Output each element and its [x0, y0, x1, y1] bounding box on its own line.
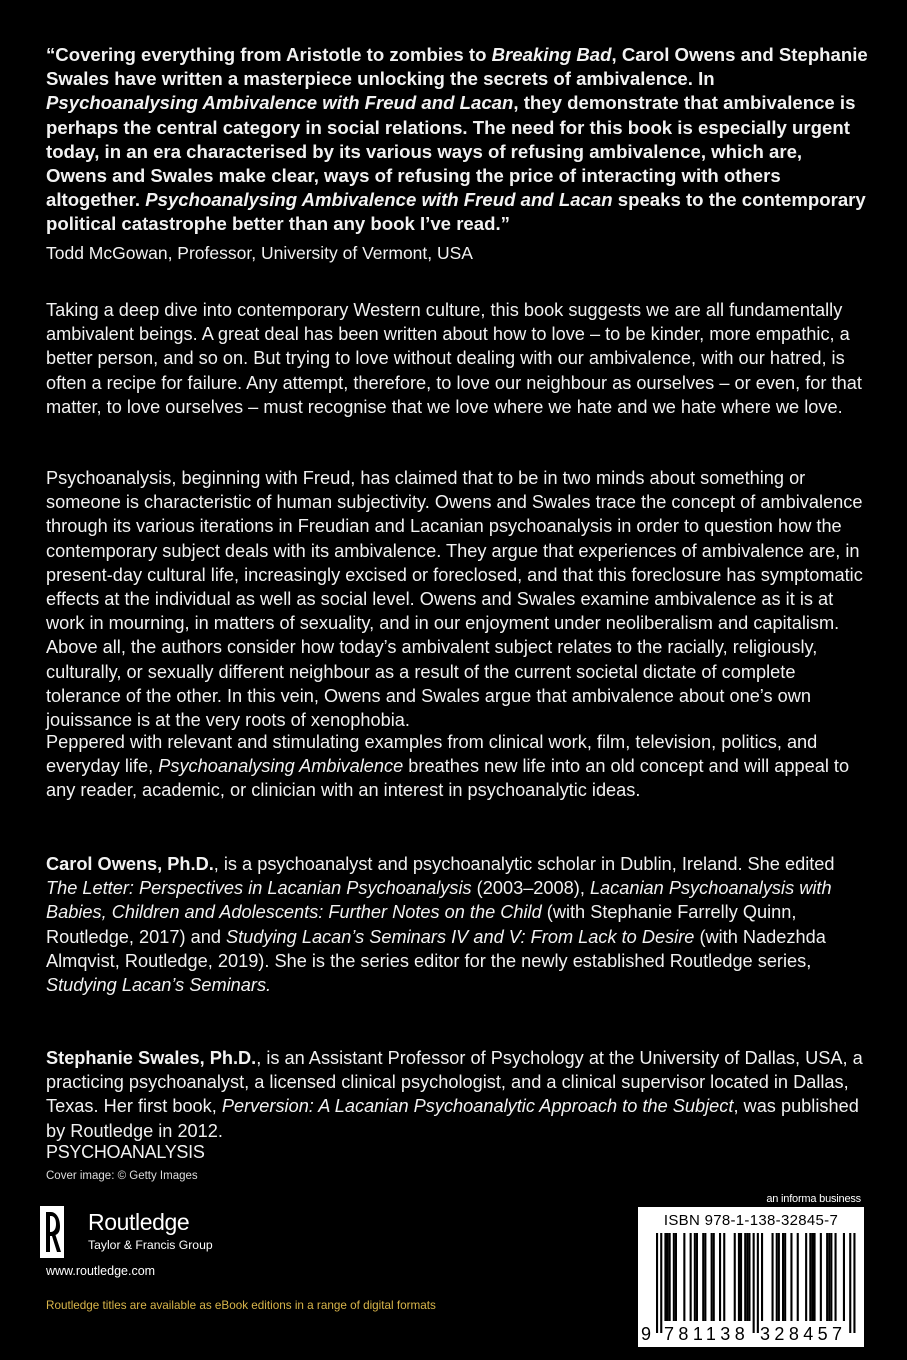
publisher-name: Routledge — [88, 1209, 190, 1235]
barcode-bar — [719, 1233, 721, 1321]
barcode-bar — [744, 1233, 746, 1321]
barcode-bar — [797, 1233, 799, 1321]
publisher-url[interactable]: www.routledge.com — [46, 1264, 156, 1278]
barcode-bar — [782, 1233, 784, 1321]
barcode-bar — [778, 1233, 780, 1321]
ebook-note: Routledge titles are available as eBook editions in a range of digital formats — [46, 1299, 436, 1312]
endorsement-quote: “Covering everything from Aristotle to zombies to Breaking Bad, Carol Owens and Stephanie Swales have written a masterpiece unlocking the secrets of ambivalence. In Psychoanalysing Ambivalence with Freud and Lacan, they demonstrate that ambivalence is perhaps the central category in social relations. The need for this book is especially urgent today, in an era characterised by its various ways of refusing ambivalence, which are, Owens and Swales make clear, ways of refusing the price of interacting with others altogether. Psychoanalysing Ambivalence with Freud and Lacan speaks to the contemporary political catastrophe better than any book I’ve read.” — [46, 44, 868, 235]
barcode-bar — [830, 1233, 832, 1321]
barcode-bar — [740, 1233, 742, 1321]
routledge-mark-icon — [40, 1206, 64, 1258]
barcode-bar — [664, 1233, 666, 1321]
barcode-bar — [776, 1233, 778, 1321]
subject-category: PSYCHOANALYSIS — [46, 1142, 205, 1162]
barcode-left-group: 781138 — [664, 1324, 750, 1344]
barcode-bar — [805, 1233, 807, 1321]
barcode-bar — [811, 1233, 813, 1321]
description-paragraph-1: Taking a deep dive into contemporary Western culture, this book suggests we are all fundamentally ambivalent beings. A great deal has been written about how to love – to be kinder, more empathic, a better person, and so on. But trying to love without dealing with our ambivalence, with our hatred, is often a recipe for failure. Any attempt, therefore, to love our neighbour as ourselves – or even, for that matter, to love ourselves – must recognise that we love where we hate and we hate where we love. — [46, 300, 862, 417]
barcode-bar — [746, 1233, 748, 1321]
description-paragraph-2: Psychoanalysis, beginning with Freud, has claimed that to be in two minds about something or someone is characteristic of human subjectivity. Owens and Swales trace the concept of ambivalence through its various iterations in Freudian and Lacanian psychoanalysis in order to question how the contemporary subject deals with its ambivalence. They argue that experiences of ambivalence are, in present-day cultural life, increasingly excised or foreclosed, and that this foreclosure has symptomatic effects at the individual as well as social level. Owens and Swales examine ambivalence as it is at work in mourning, in matters of sexuality, and in our enjoyment under neoliberalism and capitalism. Above all, the authors consider how today’s ambivalent subject relates to the racially, religiously, culturally, or sexually different neighbour as a result of the current societal dictate of complete tolerance of the other. In this vein, Owens and Swales argue that ambivalence about one’s own jouissance is at the very roots of xenophobia. — [46, 468, 863, 731]
barcode-bar — [723, 1233, 725, 1321]
barcode-first-digit: 9 — [641, 1324, 652, 1344]
barcode-right-group: 328457 — [760, 1324, 847, 1344]
barcode-bar — [673, 1233, 675, 1321]
barcode-bar — [748, 1233, 750, 1321]
quote-attribution: Todd McGowan, Professor, University of Vermont, USA — [46, 243, 473, 263]
barcode-bar — [843, 1233, 845, 1321]
barcode-bar — [809, 1233, 811, 1321]
barcode-bar — [820, 1233, 822, 1321]
author-bio-swales: Stephanie Swales, Ph.D., is an Assistant Professor of Psychology at the University of Dallas, USA, a practicing psychoanalyst, a licensed clinical psychologist, and a clinical supervisor located in Dallas, Texas. Her first book, Perversion: A Lacanian Psychoanalytic Approach to the Subject, was published by Routledge in 2012. — [46, 1048, 863, 1141]
barcode-bar — [761, 1233, 763, 1321]
barcode-bar — [704, 1233, 706, 1321]
cover-credit: Cover image: © Getty Images — [46, 1170, 198, 1182]
barcode-bar — [784, 1233, 786, 1321]
author-bio-owens: Carol Owens, Ph.D., is a psychoanalyst and psychoanalytic scholar in Dublin, Ireland. She edited The Letter: Perspectives in Lacanian Psychoanalysis (2003–2008), Lacanian Psychoanalysis with Babies, Children and Adolescents: Further Notes on the Child (with Stephanie Farrelly Quinn, Routledge, 2017) and Studying Lacan’s Seminars IV and V: From Lack to Desire (with Nadezhda Almqvist, Routledge, 2019). She is the series editor for the newly established Routledge series, Studying Lacan’s Seminars. — [46, 854, 835, 996]
barcode-bar — [790, 1233, 792, 1321]
barcode-bar — [835, 1233, 837, 1321]
barcode-guard-bar — [753, 1233, 755, 1333]
barcode-bar — [675, 1233, 677, 1321]
barcode-bar — [738, 1233, 740, 1321]
isbn-text: ISBN 978-1-138-32845-7 — [663, 1212, 839, 1229]
barcode-bar — [828, 1233, 830, 1321]
barcode-bar — [683, 1233, 685, 1321]
barcode-bar — [734, 1233, 736, 1321]
barcode-bar — [772, 1233, 774, 1321]
barcode-bar — [711, 1233, 713, 1321]
barcode-bar — [694, 1233, 696, 1321]
barcode-bar — [702, 1233, 704, 1321]
barcode-bar — [690, 1233, 692, 1321]
informa-business: an informa business — [766, 1193, 861, 1205]
barcode-guard-bar — [660, 1233, 662, 1333]
publisher-group: Taylor & Francis Group — [88, 1238, 213, 1252]
barcode-bar — [826, 1233, 828, 1321]
description-paragraph-3: Peppered with relevant and stimulating examples from clinical work, film, television, politics, and everyday life, Psychoanalysing Ambivalence breathes new life into an old concept and will appeal to any reader, academic, or clinician with an interest in psychoanalytic ideas. — [46, 732, 850, 801]
barcode-guard-bar — [849, 1233, 851, 1333]
barcode-bar — [713, 1233, 715, 1321]
barcode-bar — [814, 1233, 816, 1321]
barcode-guard-bar — [757, 1233, 759, 1333]
barcode-bar — [696, 1233, 698, 1321]
isbn-barcode — [638, 1207, 864, 1347]
barcode-guard-bar — [853, 1233, 855, 1333]
routledge-logo — [40, 1206, 240, 1262]
barcode-guard-bar — [656, 1233, 658, 1333]
barcode-bar — [667, 1233, 669, 1321]
barcode-bar — [669, 1233, 671, 1321]
